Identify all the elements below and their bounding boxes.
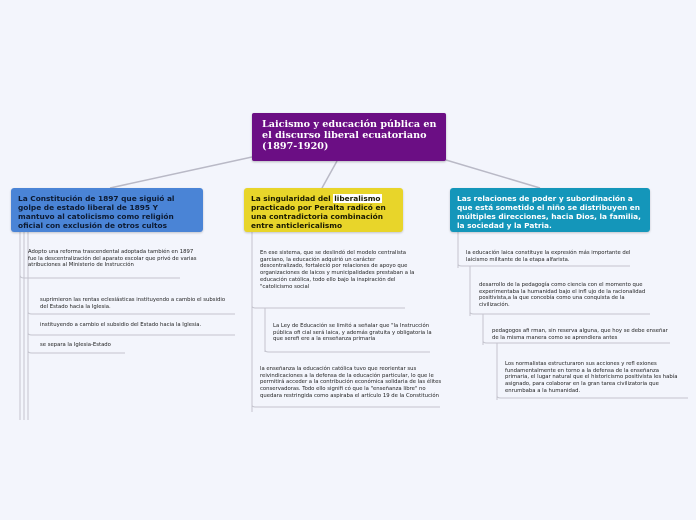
- subtopic-rentas-eclesiasticas[interactable]: suprimieron las rentas eclesiásticas instituyendo a cambio el subsidio del Estado hacia la Iglesia.: [40, 297, 226, 310]
- subtopic-descentralizacion[interactable]: Adopto una reforma trascendental adoptada también en 1897 fue la descentralización del aparato escolar que privó de varias atribuciones al Ministerio de Instrucción: [28, 249, 197, 269]
- subtopic-educacion-laica[interactable]: la educación laica constituye la expresión más importante del laicismo militante de la etapa alfarista.: [466, 250, 631, 263]
- connector-root-branch-2: [322, 161, 337, 188]
- subtopic-educacion-catolica[interactable]: la enseñanza la educación católica tuvo que reorientar sus reivindicaciones a la defensa de la educación particular, lo que le permitirá acceder a la contribución económica solidaria de las élites conservadoras. Todo ello signifi có que la "enseñanza libre" no quedara restringida como aspiraba el artículo 19 de la Constitución: [260, 366, 442, 399]
- connector-root-branch-1: [110, 157, 252, 188]
- main-topic-label: La Constitución de 1897 que siguió al golpe de estado liberal de 1895 Y mantuvo al catolicismo como religión oficial con exclusión de otros cultos: [18, 194, 175, 230]
- subtopic-sistema-descentralizado[interactable]: En ese sistema, que se deslindó del modelo centralista garciano, la educación adquirió un carácter descentralizado, fortaleció por relaciones de apoyo que organizaciones de laicos y municipalidades prestaban a la educación católica, todo ello bajo la inspiración del "catolicismo social: [260, 250, 415, 290]
- subtopic-pedagogia-ciencia[interactable]: desarrollo de la pedagogía como ciencia con el momento que experimentaba la humanidad bajo el infl ujo de la racionalidad positivista,a la que concebía como una conquista de la civilización.: [479, 282, 646, 309]
- main-topic-singularidad-liberalismo[interactable]: [244, 188, 403, 232]
- main-topic-label-part: practicado por Peralta radicó en una contradictoria combinación entre anticlericalismo: [251, 203, 386, 230]
- subtopic-ley-educacion[interactable]: La Ley de Educación se limitó a señalar que "la Instrucción pública ofi cial será laica, y además gratuita y obligatoria la que serefi ere a la enseñanza primaria: [273, 323, 432, 343]
- subtopic-separacion-iglesia-estado[interactable]: se separa la Iglesia-Estado: [40, 342, 111, 348]
- main-topic-label-part: La singularidad del: [251, 194, 334, 203]
- subtopic-subsidio-estado[interactable]: instituyendo a cambio el subsidio del Estado hacia la Iglesia.: [40, 322, 202, 328]
- central-topic[interactable]: [252, 113, 446, 161]
- central-topic-title: Laicismo y educación pública en el discurso liberal ecuatoriano (1897-1920): [262, 119, 437, 152]
- highlighted-word: liberalismo: [334, 194, 381, 203]
- main-topic-label: Las relaciones de poder y subordinación a que está sometido el niño se distribuyen en múltiples direcciones, hacia Dios, la familia, la sociedad y la Patria.: [457, 194, 641, 230]
- connector-root-branch-3: [446, 160, 540, 188]
- main-topic-relaciones-poder[interactable]: [450, 188, 650, 232]
- subtopic-normalistas[interactable]: Los normalistas estructuraron sus acciones y refl exiones fundamentalmente en torno a la defensa de la enseñanza primaria, el lugar natural que el historicismo positivista les había asignado, para colaborar en la gran tarea civilizatoria que enrumbaba a la humanidad.: [505, 361, 678, 394]
- main-topic-constitucion-1897[interactable]: [11, 188, 203, 232]
- subtopic-pedagogos[interactable]: pedagogos afi rman, sin reserva alguna, que hoy se debe enseñar de la misma manera como se aprendiera antes: [492, 328, 668, 341]
